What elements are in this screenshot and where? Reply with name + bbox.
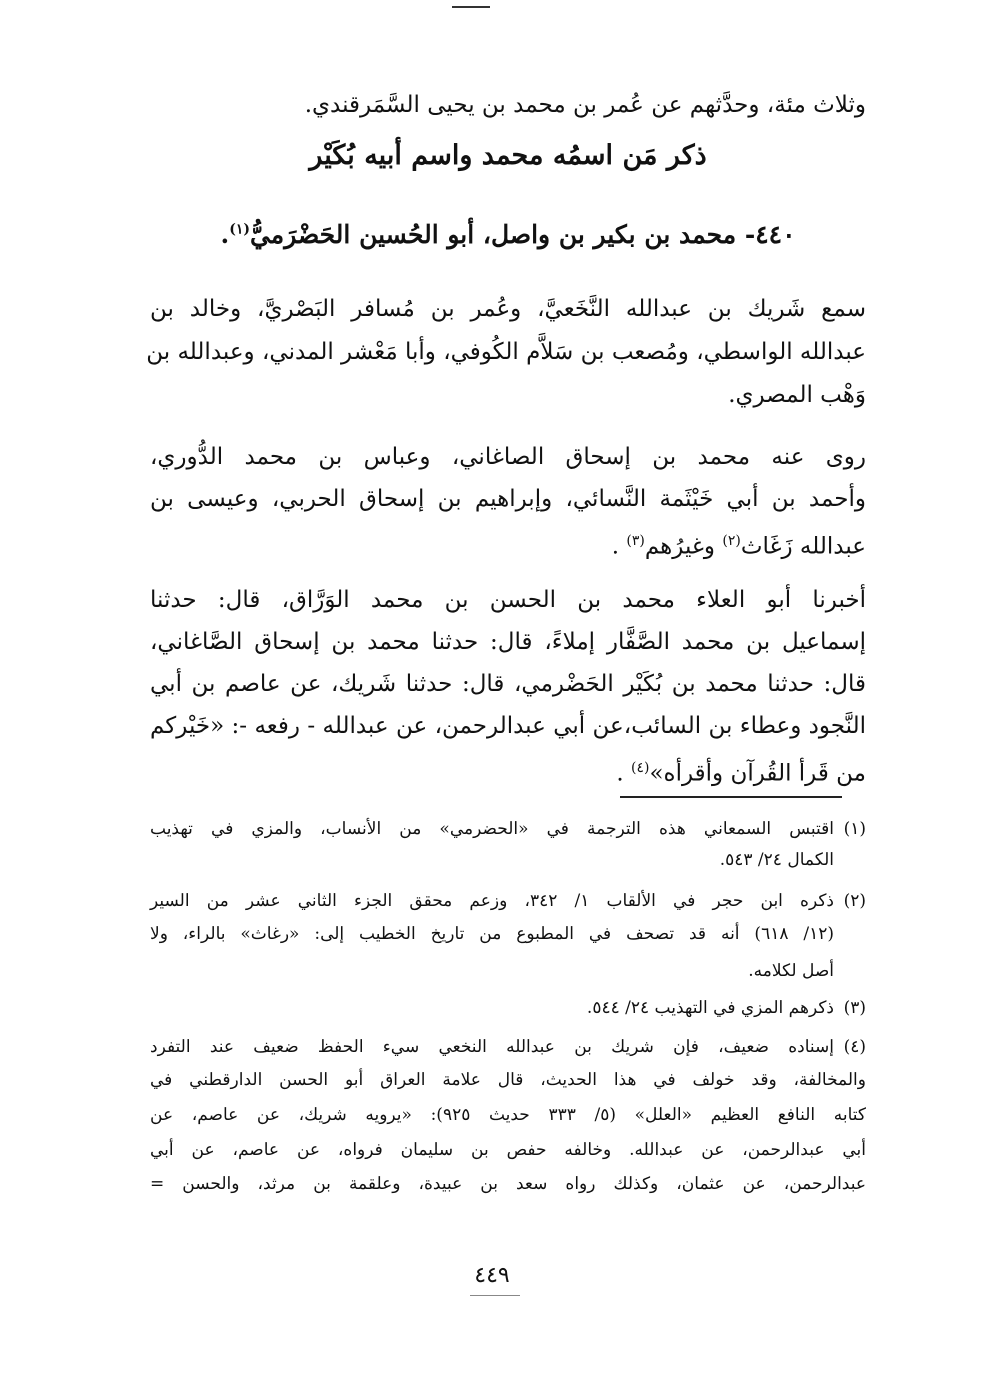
footnote-separator (620, 796, 842, 798)
footnote-line: ذكره ابن حجر في الألقاب ١/ ٣٤٢، وزعم محقق الجزء الثاني عشر من السير (150, 891, 834, 911)
footnote-line: (١٢/ ٦١٨) أنه قد تصحف في المطبوع من تاريخ الخطيب إلى: «رغاث» بالراء، ولا (150, 924, 834, 944)
footnote-ref-3: (٣) (626, 533, 645, 549)
intro-line: وثلاث مئة، وحدَّثهم عن عُمر بن محمد بن يحيى السَّمَرقندي. (304, 92, 866, 118)
paragraph-3-line: إسماعيل بن محمد الصَّفَّار إملاءً، قال: حدثنا محمد بن إسحاق الصَّاغاني، (150, 629, 866, 655)
paragraph-2-end: . (611, 533, 627, 560)
paragraph-3-line: أخبرنا أبو العلاء محمد بن الحسن بن محمد الوَرَّاق، قال: حدثنا (150, 587, 866, 613)
footnote-line: كتابه النافع العظيم «العلل» (٥/ ٣٣٣ حديث ٩٢٥): «يرويه شريك، عن عاصم، عن (150, 1105, 867, 1125)
top-rule (452, 6, 490, 8)
footnote-line: اقتبس السمعاني هذه الترجمة في «الحضرمي» من الأنساب، والمزي في تهذيب (150, 819, 834, 839)
footnote-line: أبي عبدالرحمن، عن عبدالله. وخالفه حفص بن سليمان فرواه، عن عاصم، عن أبي (150, 1140, 866, 1160)
paragraph-3-text: من قَرأ القُرآن وأقرأه» (649, 760, 866, 787)
footnote-line: الكمال ٢٤/ ٥٤٣. (719, 850, 834, 870)
page-number-rule (470, 1295, 520, 1296)
footnote-number: (٢) (843, 891, 866, 911)
paragraph-3-line (150, 751, 866, 791)
entry-heading-text: ٤٤٠- محمد بن بكير بن واصل، أبو الحُسين الحَضْرَميُّ (249, 220, 796, 249)
footnote-number: (١) (843, 819, 866, 839)
paragraph-1-line: سمع شَريك بن عبدالله النَّخَعيَّ، وعُمر بن مُسافر البَصْريَّ، وخالد بن (150, 296, 866, 322)
paragraph-1-line: عبدالله الواسطي، ومُصعب بن سَلاَّم الكُوفي، وأبا مَعْشر المدني، وعبدالله بن (146, 339, 866, 365)
paragraph-3-line: قال: حدثنا محمد بن بُكَيْر الحَضْرمي، قال: حدثنا شَريك، عن عاصم بن أبي (150, 671, 866, 697)
footnote-ref-2: (٢) (722, 533, 741, 549)
footnote-line: ذكرهم المزي في التهذيب ٢٤/ ٥٤٤. (586, 998, 834, 1018)
footnote-line: عبدالرحمن، عن عثمان، وكذلك رواه سعد بن عبيدة، وعلقمة بن مرثد، والحسن = (150, 1174, 866, 1194)
paragraph-2-line: روى عنه محمد بن إسحاق الصاغاني، وعباس بن محمد الدُّوري، (150, 444, 866, 470)
section-heading: ذكر مَن اسمُه محمد واسم أبيه بُكَيْر (309, 140, 707, 171)
paragraph-1-line: وَهْب المصري. (728, 382, 866, 408)
paragraph-2-text: وغيرُهم (644, 533, 723, 560)
footnote-line: أصل لكلامه. (748, 961, 834, 981)
paragraph-2-line: وأحمد بن أبي خَيْثَمة النَّسائي، وإبراهيم بن إسحاق الحربي، وعيسى بن (150, 486, 867, 512)
page-number: ٤٤٩ (474, 1263, 510, 1288)
footnote-number: (٤) (843, 1037, 866, 1057)
paragraph-2-line (150, 524, 866, 564)
footnote-number: (٣) (843, 998, 866, 1018)
paragraph-3-line: النَّجود وعطاء بن السائب،عن أبي عبدالرحمن، عن عبدالله - رفعه -: «خَيْركم (150, 713, 866, 739)
entry-heading (150, 220, 866, 249)
footnote-ref-4: (٤) (630, 760, 650, 776)
paragraph-2-text: عبدالله زَغَاث (740, 533, 866, 560)
footnote-ref-1: (١) (229, 221, 250, 238)
entry-heading-end: . (220, 220, 230, 249)
footnote-line: والمخالفة، وقد خولف في هذا الحديث، قال علامة العراق أبو الحسن الدارقطني في (150, 1070, 866, 1090)
paragraph-3-end: . (616, 760, 631, 787)
footnote-line: إسناده ضعيف، فإن شريك بن عبدالله النخعي سيء الحفظ ضعيف عند التفرد (150, 1037, 834, 1057)
